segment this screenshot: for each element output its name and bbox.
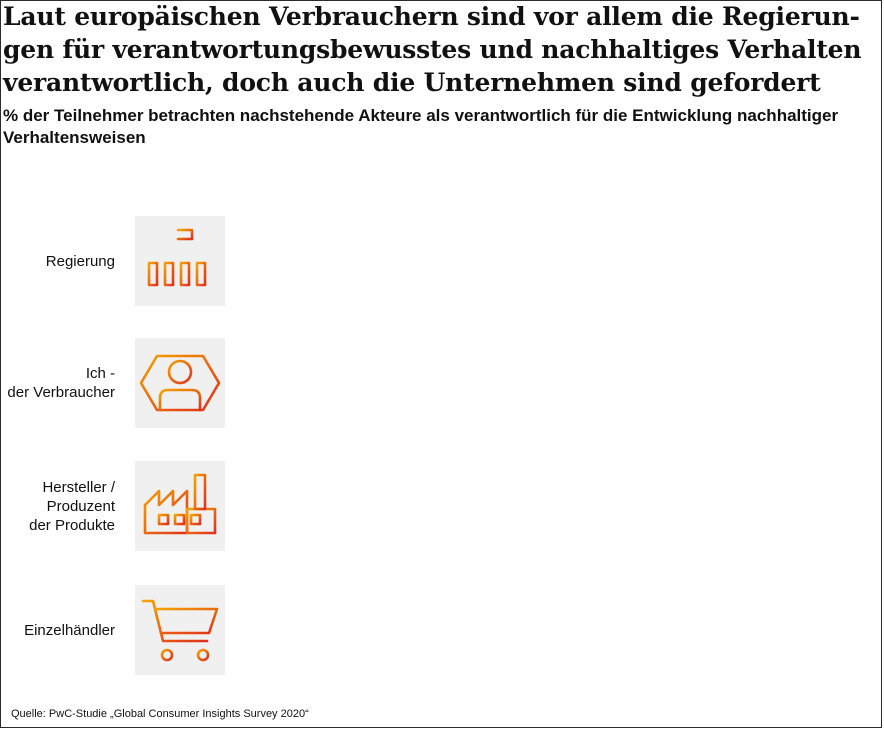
- category-label-einzelhaendler: Einzelhändler: [24, 621, 115, 639]
- category-label-hersteller: Hersteller / Produzent der Produkte: [29, 478, 115, 534]
- factory-icon: [135, 461, 225, 551]
- consumer-person-icon: [135, 338, 225, 428]
- title-line: verantwortlich, doch auch die Unternehmen sind gefordert: [3, 68, 821, 97]
- category-label-verbraucher: Ich - der Verbraucher: [7, 365, 115, 401]
- source-note: Quelle: PwC-Studie „Global Consumer Insights Survey 2020“: [11, 708, 309, 720]
- chart-title: [3, 0, 873, 99]
- shopping-cart-icon: [135, 585, 225, 675]
- title-line: Laut europäischen Verbrauchern sind vor allem die Regierun-: [3, 2, 860, 31]
- title-line: gen für verantwortungsbewusstes und nachhaltiges Verhalten: [3, 35, 862, 64]
- category-label-regierung: Regierung: [45, 252, 115, 270]
- chart-subtitle: % der Teilnehmer betrachten nachstehende Akteure als verantwortlich für die Entwicklung nachhaltiger Verhaltensweisen: [3, 106, 839, 147]
- government-building-icon: [135, 216, 225, 306]
